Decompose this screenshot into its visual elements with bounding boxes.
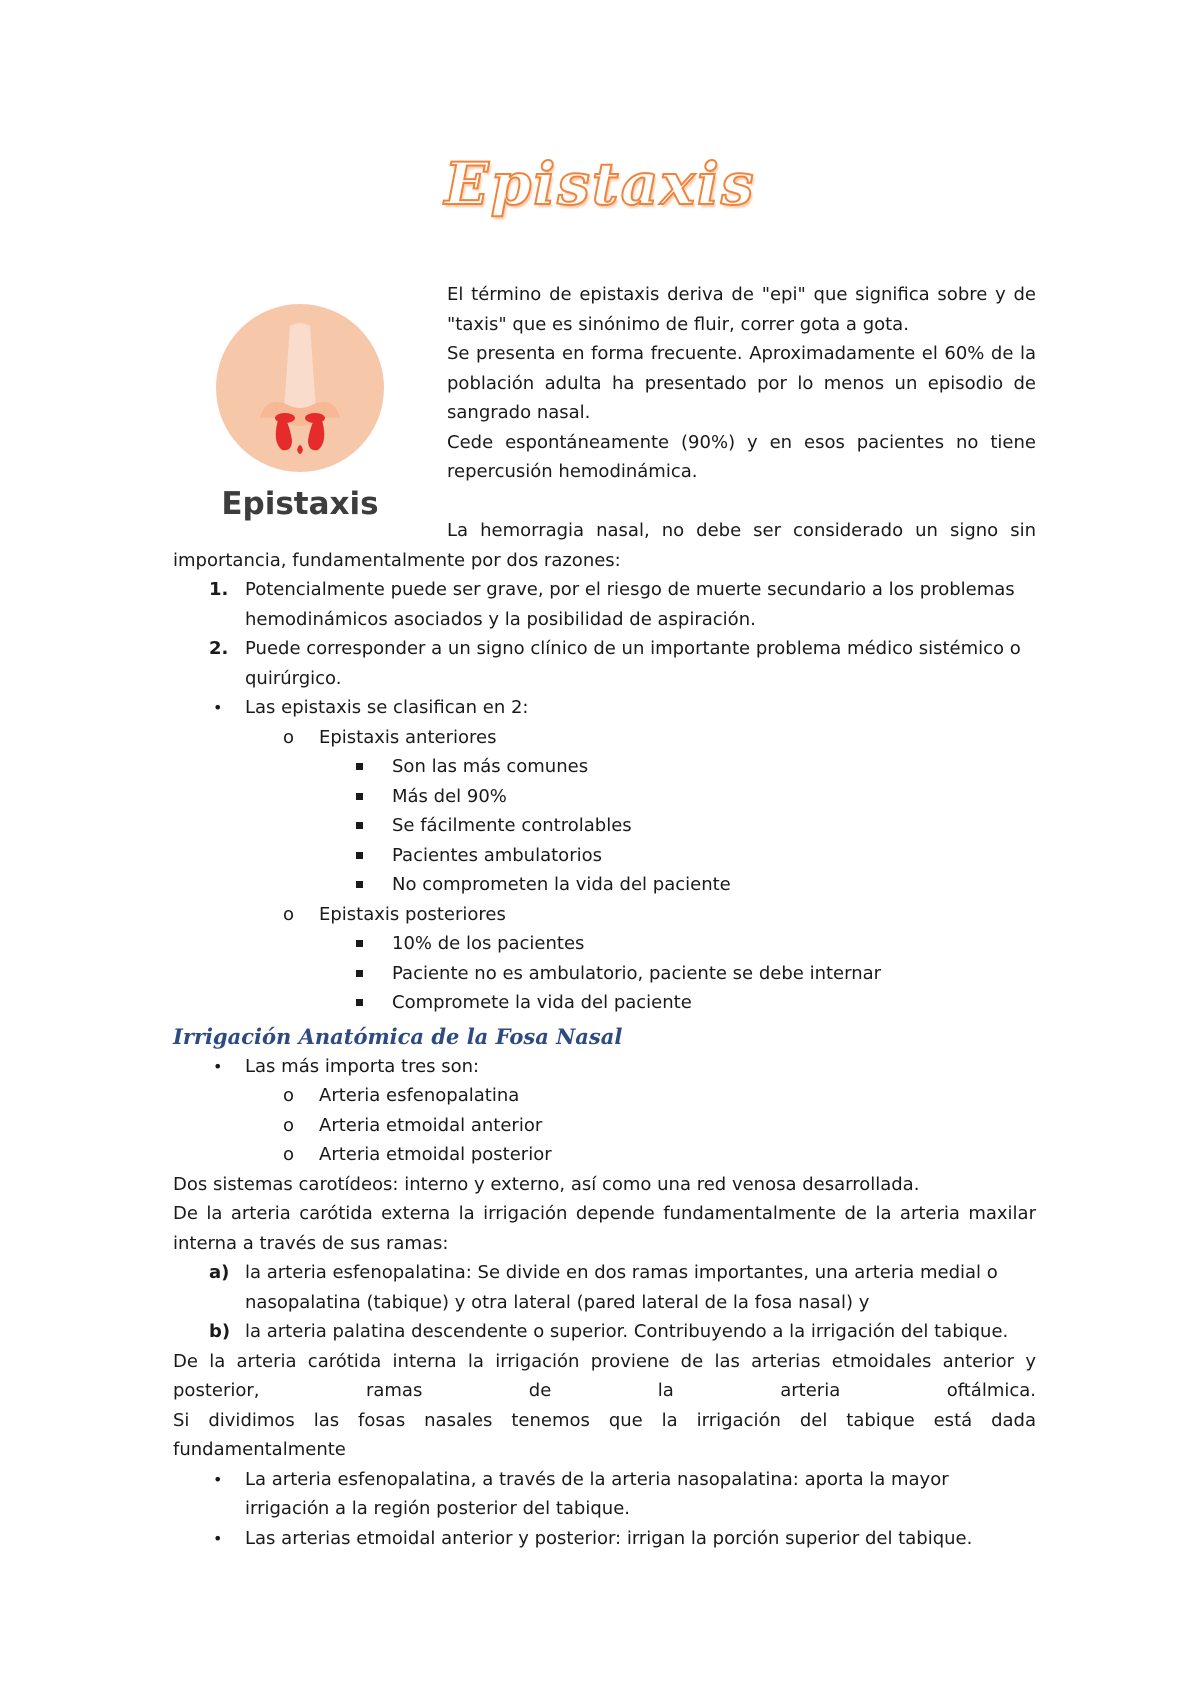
intro-paragraph-3: Cede espontáneamente (90%) y en esos pacientes no tiene repercusión hemodinámica. (447, 431, 1036, 482)
circle-bullet-icon: o (283, 1085, 295, 1106)
irrigation-list (173, 1052, 1036, 1082)
document-body (173, 516, 1036, 1553)
list-item-text: Compromete la vida del paciente (392, 992, 692, 1013)
list-item (173, 929, 1036, 959)
list-item (173, 1317, 1036, 1347)
paragraph-external: De la arteria carótida externa la irrigación depende fundamentalmente de la arteria maxilar interna a través de sus ramas: (173, 1203, 1036, 1254)
list-item (173, 900, 1036, 930)
classification-list (173, 693, 1036, 723)
square-bullet-icon (356, 763, 363, 770)
reasons-list (173, 575, 1036, 693)
paragraph-division: Si dividimos las fosas nasales tenemos que la irrigación del tabique está dada fundamentalmente (173, 1409, 1036, 1460)
document-title: Epistaxis (444, 150, 756, 218)
reasons-intro: La hemorragia nasal, no debe ser considerado un signo sin importancia, fundamentalmente por dos razones: (173, 520, 1036, 571)
section-heading: Irrigación Anatómica de la Fosa Nasal (173, 1023, 623, 1049)
intro-block (447, 280, 1036, 487)
branches-list (173, 1258, 1036, 1347)
list-letter: b) (209, 1321, 231, 1342)
circle-bullet-icon: o (283, 1144, 295, 1165)
anterior-features-list (173, 752, 1036, 900)
bullet-icon: • (213, 1528, 223, 1548)
list-item-text: Arteria etmoidal posterior (319, 1144, 552, 1165)
list-item (173, 811, 1036, 841)
square-bullet-icon (356, 822, 363, 829)
list-item-text: Se fácilmente controlables (392, 815, 632, 836)
list-item (173, 575, 1036, 634)
list-item-text: Las epistaxis se clasifican en 2: (245, 697, 529, 718)
intro-paragraph-2: Se presenta en forma frecuente. Aproximadamente el 60% de la población adulta ha presentado por lo menos un episodio de sangrado nasal. (447, 343, 1036, 423)
list-item-text: Puede corresponder a un signo clínico de un importante problema médico sistémico o quirúrgico. (245, 638, 1021, 689)
paragraph-systems: Dos sistemas carotídeos: interno y externo, así como una red venosa desarrollada. (173, 1173, 920, 1195)
list-item-text: Las arterias etmoidal anterior y posterior: irrigan la porción superior del tabique. (245, 1527, 973, 1549)
square-bullet-icon (356, 793, 363, 800)
list-item (173, 959, 1036, 989)
list-item-text: Arteria esfenopalatina (319, 1085, 520, 1106)
circle-bullet-icon: o (283, 726, 295, 748)
intro-paragraph-1: El término de epistaxis deriva de "epi" que significa sobre y de "taxis" que es sinónimo de fluir, correr gota a gota. (447, 284, 1036, 335)
epistaxis-figure (200, 300, 400, 540)
square-bullet-icon (356, 940, 363, 947)
list-item-text: Paciente no es ambulatorio, paciente se debe internar (392, 962, 882, 984)
arteries-list (173, 1081, 1036, 1170)
classification-sublist (173, 723, 1036, 753)
square-bullet-icon (356, 852, 363, 859)
list-item-text: Epistaxis posteriores (319, 903, 506, 925)
bullet-icon: • (213, 1056, 223, 1076)
nose-bleeding-icon (212, 300, 388, 476)
list-item-text: Más del 90% (392, 785, 507, 807)
bullet-icon: • (213, 1469, 223, 1489)
list-item (173, 1524, 1036, 1554)
list-item (173, 988, 1036, 1018)
list-item-text: Epistaxis anteriores (319, 726, 497, 748)
list-item (173, 1465, 1036, 1524)
list-item (173, 1111, 1036, 1141)
figure-label: Epistaxis (221, 486, 379, 522)
classification-sublist (173, 900, 1036, 930)
list-item-text: La arteria esfenopalatina, a través de la arteria nasopalatina: aporta la mayor irrigación a la región posterior del tabique. (245, 1468, 949, 1519)
division-list (173, 1465, 1036, 1554)
list-item-text: Potencialmente puede ser grave, por el riesgo de muerte secundario a los problemas hemodinámicos asociados y la posibilidad de aspiración. (245, 579, 1015, 630)
list-item-text: la arteria esfenopalatina: Se divide en dos ramas importantes, una arteria medial o nasopalatina (tabique) y otra lateral (pared lateral de la fosa nasal) y (245, 1262, 998, 1313)
list-number: 2. (209, 638, 229, 659)
list-item (173, 1258, 1036, 1317)
list-item (173, 1081, 1036, 1111)
list-item (173, 841, 1036, 871)
posterior-features-list (173, 929, 1036, 1018)
list-item (173, 752, 1036, 782)
list-item (173, 634, 1036, 693)
list-item-text: Son las más comunes (392, 756, 589, 777)
circle-bullet-icon: o (283, 1114, 295, 1136)
list-letter: a) (209, 1262, 230, 1283)
list-number: 1. (209, 579, 229, 600)
list-item-text: Pacientes ambulatorios (392, 844, 602, 866)
square-bullet-icon (356, 999, 363, 1006)
list-item (173, 723, 1036, 753)
list-item (173, 782, 1036, 812)
list-item-text: Las más importa tres son: (245, 1055, 480, 1077)
list-item (173, 1140, 1036, 1170)
square-bullet-icon (356, 970, 363, 977)
square-bullet-icon (356, 881, 363, 888)
list-item (173, 870, 1036, 900)
list-item-text: 10% de los pacientes (392, 933, 585, 954)
list-item (173, 1052, 1036, 1082)
list-item-text: la arteria palatina descendente o superior. Contribuyendo a la irrigación del tabique. (245, 1321, 1009, 1342)
list-item-text: No comprometen la vida del paciente (392, 874, 731, 895)
list-item-text: Arteria etmoidal anterior (319, 1114, 543, 1136)
circle-bullet-icon: o (283, 903, 295, 925)
bullet-icon: • (213, 698, 223, 717)
list-item (173, 693, 1036, 723)
paragraph-internal: De la arteria carótida interna la irrigación proviene de las arterias etmoidales anterior y posterior, ramas de la arteria oftálmica. (173, 1350, 1036, 1401)
